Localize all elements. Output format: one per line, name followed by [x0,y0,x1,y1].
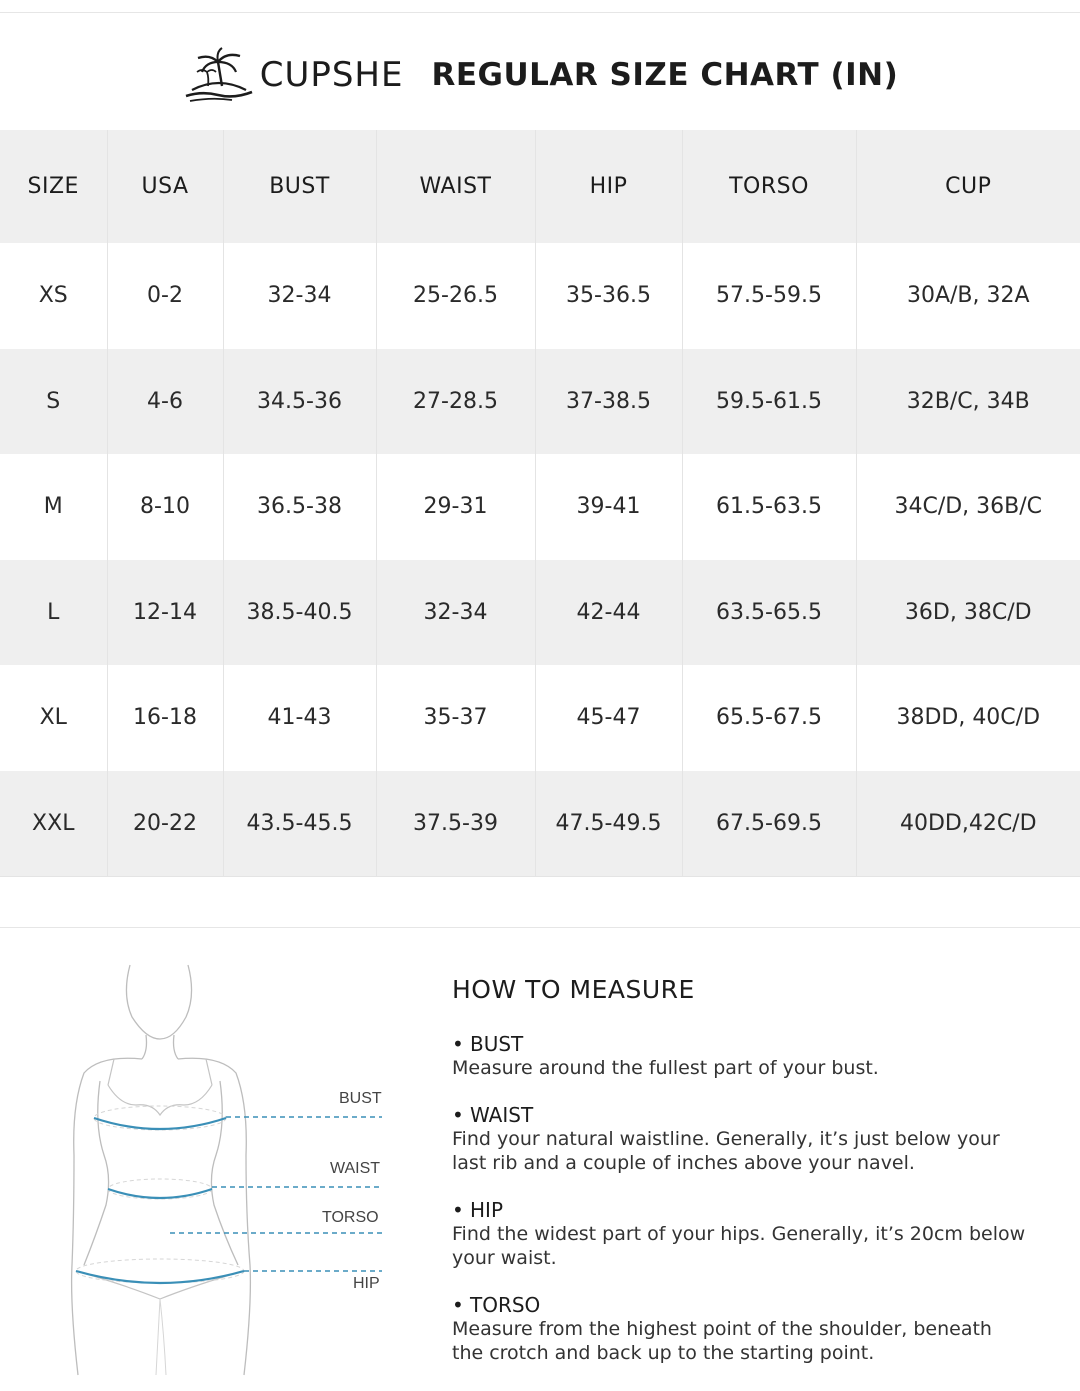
table-row [0,454,1080,560]
table-cell: 39-41 [535,454,682,560]
measure-item-waist [452,1103,1052,1175]
table-cell: 30A/B, 32A [906,283,1030,309]
measure-item-description: Find the widest part of your hips. Generally, it’s 20cm below [452,1223,1026,1245]
measure-item-description: the crotch and back up to the starting point. [452,1342,875,1364]
table-cell: 38.5-40.5 [223,560,376,666]
palm-tree-island-icon [182,46,256,104]
body-measurement-figure [60,955,400,1385]
column-header-usa: USA [107,130,223,243]
measure-item-bust [452,1032,1052,1080]
figure-label-waist: WAIST [330,1160,381,1177]
section-title: HOW TO MEASURE [452,975,695,1004]
table-cell: 65.5-67.5 [682,665,856,771]
table-cell: 37.5-39 [376,771,535,877]
column-header-bust: BUST [223,130,376,243]
figure-label-hip: HIP [353,1275,380,1292]
measure-item-hip [452,1198,1052,1270]
table-header-row [0,130,1080,243]
how-to-measure-section [452,975,1052,1388]
table-cell: XS [0,243,107,349]
bullet: • [452,1293,464,1317]
table-cell: 43.5-45.5 [223,771,376,877]
figure-label-bust: BUST [339,1090,382,1107]
table-cell: 63.5-65.5 [682,560,856,666]
table-cell: 47.5-49.5 [535,771,682,877]
table-cell: 12-14 [107,560,223,666]
measure-item-title: BUST [470,1032,524,1056]
page-title: REGULAR SIZE CHART (IN) [431,57,899,93]
table-cell: 25-26.5 [376,243,535,349]
table-cell: 41-43 [223,665,376,771]
chart-header [0,40,1080,110]
table-cell: 37-38.5 [535,349,682,455]
table-cell: XL [0,665,107,771]
measure-item-description: Measure from the highest point of the shoulder, beneath [452,1318,992,1340]
column-header-torso: TORSO [682,130,856,243]
measure-item-description: your waist. [452,1247,557,1269]
measure-item-torso [452,1293,1052,1365]
table-cell: 29-31 [376,454,535,560]
column-header-cup: CUP [945,174,992,199]
brand-logo [182,46,432,104]
top-divider [0,12,1080,13]
measure-item-description: last rib and a couple of inches above your navel. [452,1152,915,1174]
table-row [0,771,1080,877]
table-cell: 45-47 [535,665,682,771]
section-divider [0,927,1080,928]
table-cell: 4-6 [107,349,223,455]
table-cell: 8-10 [107,454,223,560]
table-cell: 34.5-36 [223,349,376,455]
measure-item-title: HIP [470,1198,503,1222]
table-cell: M [0,454,107,560]
table-cell: 40DD,42C/D [899,810,1037,836]
table-cell: XXL [0,771,107,877]
table-cell: 16-18 [107,665,223,771]
table-row [0,665,1080,771]
table-cell: 34C/D, 36B/C [894,494,1043,520]
size-chart-table [0,130,1080,877]
table-cell: 67.5-69.5 [682,771,856,877]
bullet: • [452,1032,464,1056]
bullet: • [452,1103,464,1127]
table-cell: 57.5-59.5 [682,243,856,349]
table-cell: 32B/C, 34B [906,388,1030,414]
table-cell: 61.5-63.5 [682,454,856,560]
table-cell: 35-37 [376,665,535,771]
bullet: • [452,1198,464,1222]
table-cell: 0-2 [107,243,223,349]
measure-item-description: Find your natural waistline. Generally, it’s just below your [452,1128,1000,1150]
column-header-hip: HIP [535,130,682,243]
table-cell: 36.5-38 [223,454,376,560]
table-cell: 42-44 [535,560,682,666]
table-cell: 36D, 38C/D [904,599,1032,625]
column-header-size: SIZE [0,130,107,243]
table-cell: 32-34 [376,560,535,666]
table-cell: L [0,560,107,666]
measure-item-description: Measure around the fullest part of your bust. [452,1057,879,1079]
table-cell: S [0,349,107,455]
table-row [0,349,1080,455]
table-cell: 27-28.5 [376,349,535,455]
measure-item-title: TORSO [470,1293,541,1317]
table-cell: 38DD, 40C/D [896,705,1041,731]
table-cell: 32-34 [223,243,376,349]
column-header-waist: WAIST [376,130,535,243]
measure-item-title: WAIST [470,1103,534,1127]
table-cell: 59.5-61.5 [682,349,856,455]
table-row [0,560,1080,666]
table-cell: 20-22 [107,771,223,877]
table-row [0,243,1080,349]
table-cell: 35-36.5 [535,243,682,349]
brand-name: CUPSHE [259,55,404,95]
figure-label-torso: TORSO [322,1209,379,1226]
